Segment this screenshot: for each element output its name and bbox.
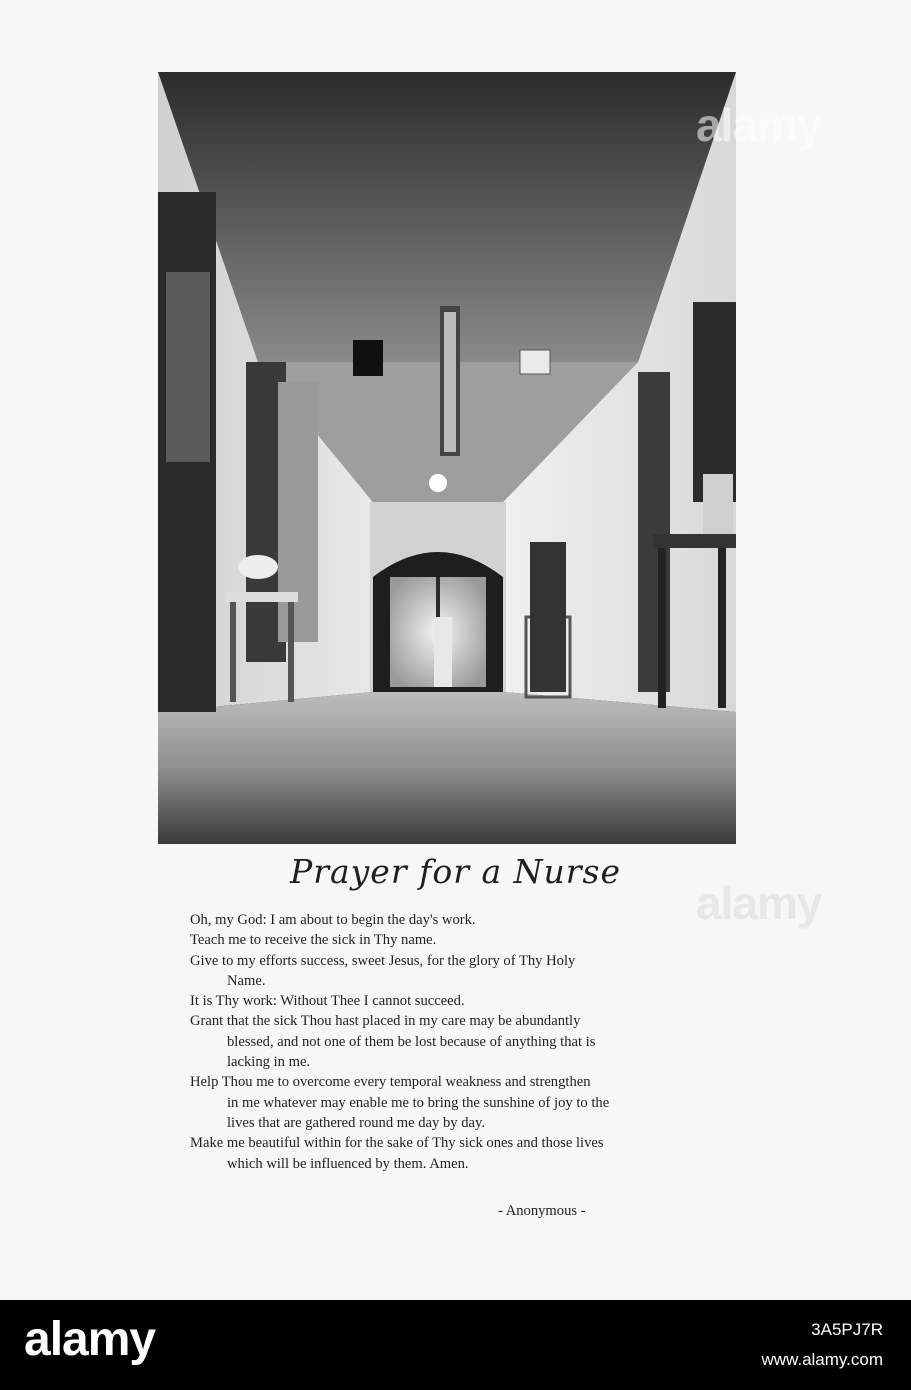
brand-logo: alamy — [24, 1313, 156, 1366]
prayer-line: blessed, and not one of them be lost because of anything that is — [227, 1033, 596, 1050]
watermark: alamy — [696, 877, 822, 929]
prayer-line: Help Thou me to overcome every temporal weakness and strengthen — [190, 1074, 591, 1091]
watermark: alamy — [696, 99, 822, 151]
prayer-text — [190, 910, 750, 1174]
page-title: Prayer for a Nurse — [290, 852, 621, 891]
prayer-line: Teach me to receive the sick in Thy name. — [190, 932, 437, 949]
prayer-line: Name. — [227, 972, 266, 989]
hallway-photograph — [158, 72, 736, 844]
prayer-line: Give to my efforts success, sweet Jesus, for the glory of Thy Holy — [190, 952, 576, 969]
image-id: 3A5PJ7R — [811, 1320, 883, 1339]
prayer-line: Grant that the sick Thou hast placed in my care may be abundantly — [190, 1013, 581, 1030]
hallway-illustration — [158, 72, 736, 844]
prayer-line: Oh, my God: I am about to begin the day's work. — [190, 912, 476, 928]
attribution: - Anonymous - — [498, 1203, 586, 1219]
prayer-line: lacking in me. — [227, 1054, 311, 1071]
prayer-line: which will be influenced by them. Amen. — [227, 1155, 469, 1172]
prayer-line: Make me beautiful within for the sake of Thy sick ones and those lives — [190, 1135, 604, 1152]
prayer-line: It is Thy work: Without Thee I cannot succeed. — [190, 993, 465, 1010]
prayer-line: in me whatever may enable me to bring the sunshine of joy to the — [227, 1094, 610, 1111]
prayer-line: lives that are gathered round me day by day. — [227, 1114, 485, 1131]
site-url: www.alamy.com — [761, 1350, 883, 1369]
